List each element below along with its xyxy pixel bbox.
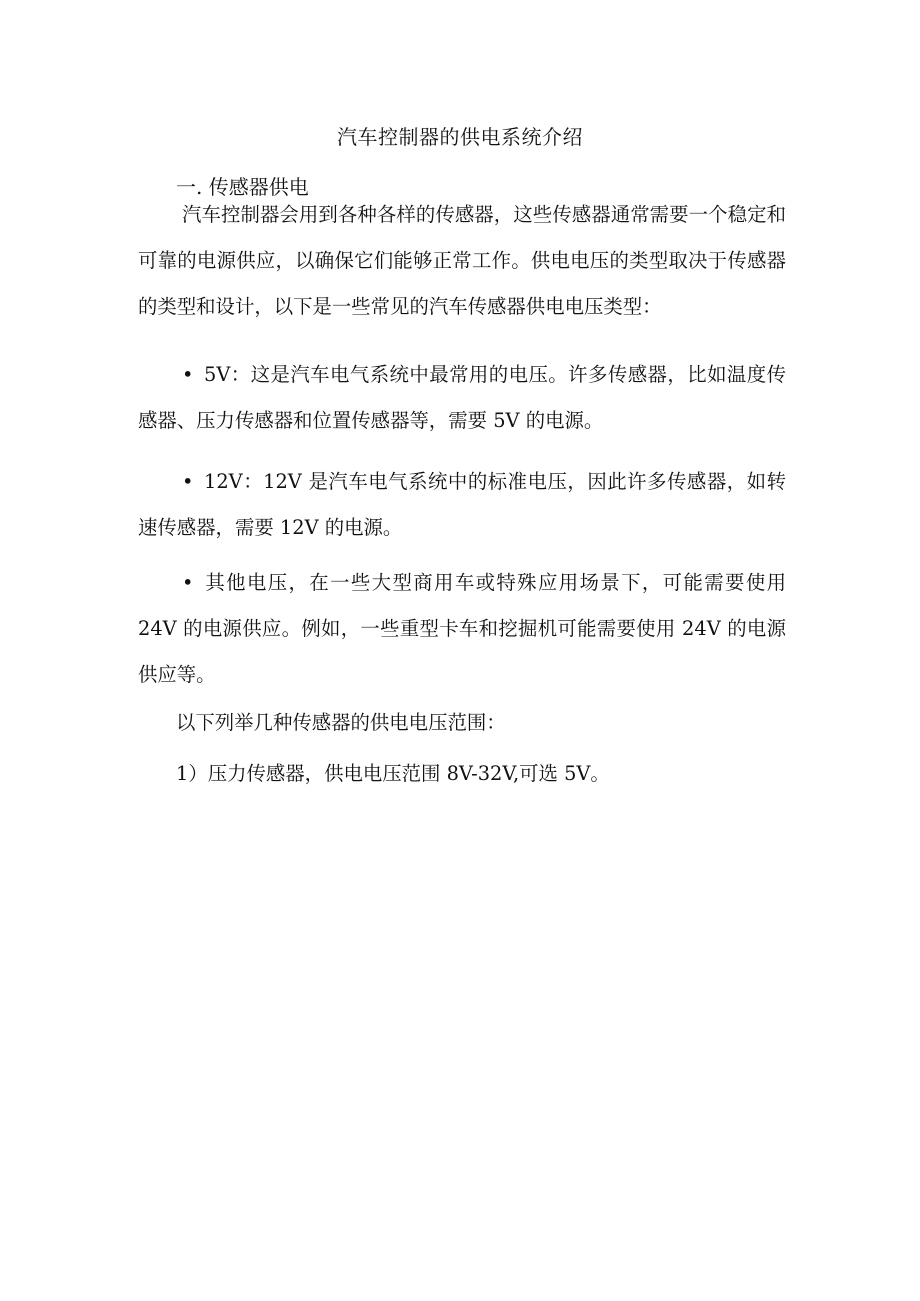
bullet-12v-paragraph bbox=[138, 459, 786, 551]
bullet-5v-paragraph bbox=[138, 352, 786, 444]
bullet-dot-icon: • bbox=[182, 470, 194, 493]
intro-paragraph bbox=[138, 192, 786, 330]
list-intro-text: 以下列举几种传感器的供电电压范围： bbox=[176, 711, 506, 734]
bullet-5v-text: 5V：这是汽车电气系统中最常用的电压。许多传感器，比如温度传感器、压力传感器和位置传感器等，需要 5V 的电源。 bbox=[138, 363, 786, 432]
section-heading: 一. 传感器供电 bbox=[176, 175, 309, 199]
bullet-other-voltage-text: 其他电压，在一些大型商用车或特殊应用场景下，可能需要使用 24V 的电源供应。例如，一些重型卡车和挖掘机可能需要使用 24V 的电源供应等。 bbox=[138, 571, 786, 686]
list-item-pressure-sensor-text: 1）压力传感器，供电电压范围 8V-32V,可选 5V。 bbox=[176, 762, 610, 785]
bullet-12v-text: 12V：12V 是汽车电气系统中的标准电压，因此许多传感器，如转速传感器，需要 12V 的电源。 bbox=[138, 470, 786, 539]
list-intro-paragraph bbox=[138, 700, 786, 746]
bullet-other-voltage-paragraph bbox=[138, 560, 786, 698]
bullet-dot-icon: • bbox=[182, 571, 194, 594]
document-title: 汽车控制器的供电系统介绍 bbox=[337, 125, 583, 149]
list-item-pressure-sensor bbox=[138, 751, 786, 797]
bullet-dot-icon: • bbox=[182, 363, 194, 386]
intro-paragraph-text: 汽车控制器会用到各种各样的传感器，这些传感器通常需要一个稳定和可靠的电源供应，以确保它们能够正常工作。供电电压的类型取决于传感器的类型和设计，以下是一些常见的汽车传感器供电电压类型： bbox=[138, 203, 786, 318]
